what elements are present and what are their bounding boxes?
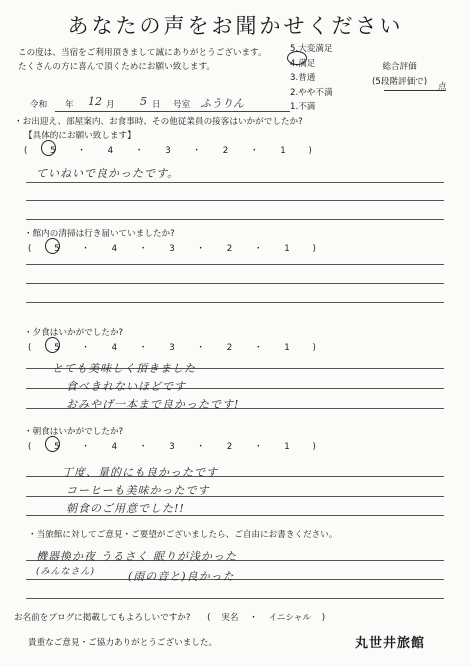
scale-sep: ・ xyxy=(134,146,144,156)
scale-close: ) xyxy=(308,146,312,156)
q3-answer-1: とても美味しく頂きました xyxy=(52,362,196,375)
scale-close: ) xyxy=(312,442,316,452)
q2-scale xyxy=(28,242,316,254)
blog-option-sep: ・ xyxy=(249,613,258,623)
q4-answer-2: コーヒーも美味かったです xyxy=(66,484,210,497)
q1-question: ・お出迎え、部屋案内、お食事時、その他従業員の接客はいかがでしたか? xyxy=(14,117,303,127)
scale-5[interactable]: 5 xyxy=(50,146,56,156)
scale-sep: ・ xyxy=(81,343,90,353)
scale-sep: ・ xyxy=(196,442,205,452)
q4-scale xyxy=(28,440,316,452)
thanks-text: 貴重なご意見・ご協力ありがとうございました。 xyxy=(28,638,218,648)
q4-selected-circle xyxy=(45,436,60,452)
scale-open: ( xyxy=(28,442,32,452)
q3-scale xyxy=(28,341,316,353)
scale-close: ) xyxy=(312,244,316,254)
scale-4[interactable]: 4 xyxy=(111,343,118,353)
scale-open: ( xyxy=(24,146,28,156)
date-room: ふうりん xyxy=(200,97,244,110)
scale-close: ) xyxy=(312,343,316,353)
scale-4[interactable]: 4 xyxy=(111,442,118,452)
q4-answer-1: 丁度、量的にも良かったです xyxy=(62,466,218,479)
rating-4: 4.満足 xyxy=(290,58,316,69)
scale-3[interactable]: 3 xyxy=(169,244,175,254)
ryokan-name: 丸世井旅館 xyxy=(355,636,426,651)
q4-question: ・朝食はいかがでしたか? xyxy=(24,427,124,437)
q3-question: ・夕食はいかがでしたか? xyxy=(24,328,124,338)
scale-sep: ・ xyxy=(138,244,148,254)
page-title: あなたの声をお聞かせください xyxy=(67,14,404,38)
q1-selected-circle xyxy=(41,140,56,156)
scale-sep: ・ xyxy=(253,442,263,452)
scale-sep: ・ xyxy=(81,244,90,254)
scale-sep: ・ xyxy=(196,244,205,254)
scale-4[interactable]: 4 xyxy=(107,146,114,156)
overall-rating xyxy=(372,60,427,89)
overall-sub: (5段階評価で) xyxy=(372,76,428,87)
q4-answer-3: 朝食のご用意でした!! xyxy=(66,502,185,515)
answer-line xyxy=(26,264,444,265)
scale-1[interactable]: 1 xyxy=(284,343,290,353)
scale-3[interactable]: 3 xyxy=(165,146,171,156)
scale-3[interactable]: 3 xyxy=(169,442,175,452)
date-year-unit: 年 xyxy=(65,100,74,110)
intro-text xyxy=(18,46,267,74)
answer-line xyxy=(26,219,444,220)
q5-answer-2: (みんなさん) xyxy=(36,567,96,577)
q3-selected-circle xyxy=(45,337,60,353)
scale-sep: ・ xyxy=(138,442,148,452)
q3-answer-2: 食べきれないほどです xyxy=(66,380,186,393)
q3-answer-3: おみやげ一本まで良かったです! xyxy=(66,398,240,411)
answer-line xyxy=(26,579,444,580)
scale-2[interactable]: 2 xyxy=(226,442,233,452)
intro-line-1: この度は、当宿をご利用頂きまして誠にありがとうございます。 xyxy=(18,48,267,58)
date-underline xyxy=(55,111,290,112)
scale-3[interactable]: 3 xyxy=(169,343,175,353)
date-month-unit: 月 xyxy=(106,100,115,110)
scale-open: ( xyxy=(28,244,32,254)
scale-5[interactable]: 5 xyxy=(54,244,60,254)
answer-line xyxy=(26,182,444,183)
overall-unit: 点 xyxy=(438,82,447,92)
blog-option-close: ) xyxy=(321,613,326,623)
scale-sep: ・ xyxy=(249,146,259,156)
date-room-label: 号室 xyxy=(173,100,191,110)
blog-option-open: ( xyxy=(207,613,211,623)
scale-2[interactable]: 2 xyxy=(222,146,229,156)
answer-line xyxy=(26,598,444,599)
date-day: 5 xyxy=(140,95,147,108)
scale-4[interactable]: 4 xyxy=(111,244,118,254)
date-day-unit: 日 xyxy=(152,100,161,110)
q5-answer-3: (雨の音と)良かった xyxy=(128,570,235,583)
scale-1[interactable]: 1 xyxy=(280,146,286,156)
date-month: 12 xyxy=(88,95,102,108)
scale-1[interactable]: 1 xyxy=(284,244,290,254)
scale-sep: ・ xyxy=(77,146,86,156)
q1-subheading: 【具体的にお願い致します】 xyxy=(24,131,136,141)
q2-question: ・館内の清掃は行き届いていましたか? xyxy=(24,229,175,239)
rating-2: 2.やや不満 xyxy=(290,87,333,98)
scale-1[interactable]: 1 xyxy=(284,442,290,452)
scale-5[interactable]: 5 xyxy=(54,442,60,452)
overall-score-field[interactable] xyxy=(384,90,446,91)
scale-2[interactable]: 2 xyxy=(226,343,233,353)
scale-sep: ・ xyxy=(81,442,90,452)
overall-label: 総合評価 xyxy=(382,62,417,72)
rating-1: 1.不満 xyxy=(290,102,316,112)
rating-5: 5.大変満足 xyxy=(290,44,333,54)
q2-selected-circle xyxy=(45,238,60,254)
q5-question: ・当旅館に対してご意見・ご要望がございましたら、ご自由にお書きください。 xyxy=(28,530,338,540)
date-era: 令和 xyxy=(30,100,48,110)
q1-answer: ていねいで良かったです。 xyxy=(36,167,180,180)
scale-sep: ・ xyxy=(253,244,263,254)
scale-5[interactable]: 5 xyxy=(54,343,60,353)
scale-sep: ・ xyxy=(196,343,205,353)
q1-scale xyxy=(24,144,312,156)
scale-sep: ・ xyxy=(253,343,263,353)
rating-3: 3.普通 xyxy=(290,73,316,83)
scale-open: ( xyxy=(28,343,32,353)
scale-sep: ・ xyxy=(138,343,148,353)
scale-2[interactable]: 2 xyxy=(226,244,233,254)
blog-question-text: お名前をブログに掲載してもよろしいですか? xyxy=(14,613,191,623)
scale-sep: ・ xyxy=(192,146,201,156)
blog-question xyxy=(14,611,325,623)
answer-line xyxy=(26,283,444,284)
blog-option-real-name[interactable]: 実名 xyxy=(221,613,239,623)
blog-option-initial[interactable]: イニシャル xyxy=(268,613,311,623)
answer-line xyxy=(26,200,444,201)
rating-4-circle-mark xyxy=(287,51,307,65)
q5-answer-1: 機器換か夜 うるさく 眠りが浅かった xyxy=(36,550,237,563)
answer-line xyxy=(26,302,444,303)
intro-line-2: たくさんの方に喜んで頂くためにお願い致します。 xyxy=(18,62,215,72)
